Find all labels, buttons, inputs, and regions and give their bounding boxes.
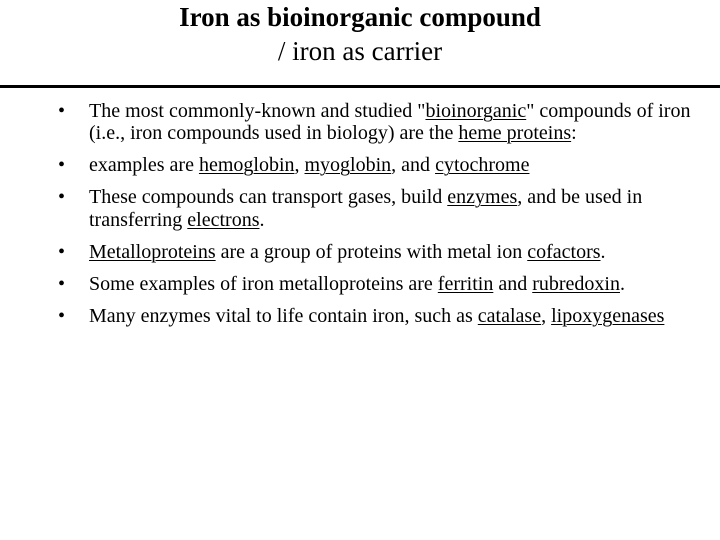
term-link[interactable]: cytochrome bbox=[435, 154, 530, 177]
bullet-text: " compounds of iron (i.e., iron compounds used in biology) are the bbox=[89, 100, 691, 145]
bullet-text: , bbox=[541, 304, 552, 327]
term-link[interactable]: hemoglobin bbox=[198, 154, 295, 177]
bullet-dot-icon: • bbox=[58, 154, 66, 177]
bullet-text: Many enzymes vital to life contain iron, such as bbox=[89, 304, 478, 327]
bullet-item bbox=[58, 241, 698, 263]
bullet-text: and bbox=[493, 272, 533, 295]
term-link[interactable]: heme proteins bbox=[458, 122, 572, 145]
bullet-item bbox=[58, 273, 698, 295]
bullet-text: The most commonly-known and studied " bbox=[89, 100, 426, 122]
term-link[interactable]: enzymes bbox=[447, 186, 518, 209]
bullet-text: examples are bbox=[89, 154, 199, 177]
bullet-item bbox=[58, 100, 698, 145]
bullet-text: Some examples of iron metalloproteins are bbox=[89, 272, 438, 295]
term-link[interactable]: electrons bbox=[187, 208, 260, 231]
term-link[interactable]: rubredoxin bbox=[532, 272, 620, 295]
bullet-text: . bbox=[600, 240, 606, 263]
bullet-text: These compounds can transport gases, build bbox=[89, 186, 448, 209]
term-link[interactable]: Metalloproteins bbox=[89, 240, 216, 263]
bullet-text: , bbox=[294, 154, 305, 177]
term-link[interactable]: catalase bbox=[477, 304, 542, 327]
slide-title bbox=[0, 0, 720, 68]
bullet-text: . bbox=[259, 208, 265, 231]
title-divider bbox=[0, 85, 720, 88]
bullet-item bbox=[58, 305, 698, 327]
term-link[interactable]: ferritin bbox=[437, 272, 494, 295]
bullet-dot-icon: • bbox=[58, 272, 66, 295]
bullet-text: , and be used in transferring bbox=[89, 186, 643, 231]
term-link[interactable]: myoglobin bbox=[304, 154, 392, 177]
bullet-dot-icon: • bbox=[58, 304, 66, 327]
term-link[interactable]: cofactors bbox=[527, 240, 601, 263]
bullet-text: , and bbox=[391, 154, 436, 177]
title-line-2: / iron as carrier bbox=[277, 36, 443, 66]
bullet-text: : bbox=[571, 122, 577, 145]
bullet-list bbox=[58, 100, 698, 337]
bullet-dot-icon: • bbox=[58, 240, 66, 263]
term-link[interactable]: bioinorganic bbox=[425, 100, 527, 122]
term-link[interactable]: lipoxygenases bbox=[551, 304, 665, 327]
bullet-text: are a group of proteins with metal ion bbox=[215, 240, 528, 263]
bullet-item bbox=[58, 154, 698, 176]
bullet-item bbox=[58, 186, 698, 231]
bullet-text: . bbox=[619, 272, 625, 295]
bullet-dot-icon: • bbox=[58, 100, 66, 122]
bullet-dot-icon: • bbox=[58, 186, 66, 209]
title-line-1: Iron as bioinorganic compound bbox=[179, 2, 541, 32]
